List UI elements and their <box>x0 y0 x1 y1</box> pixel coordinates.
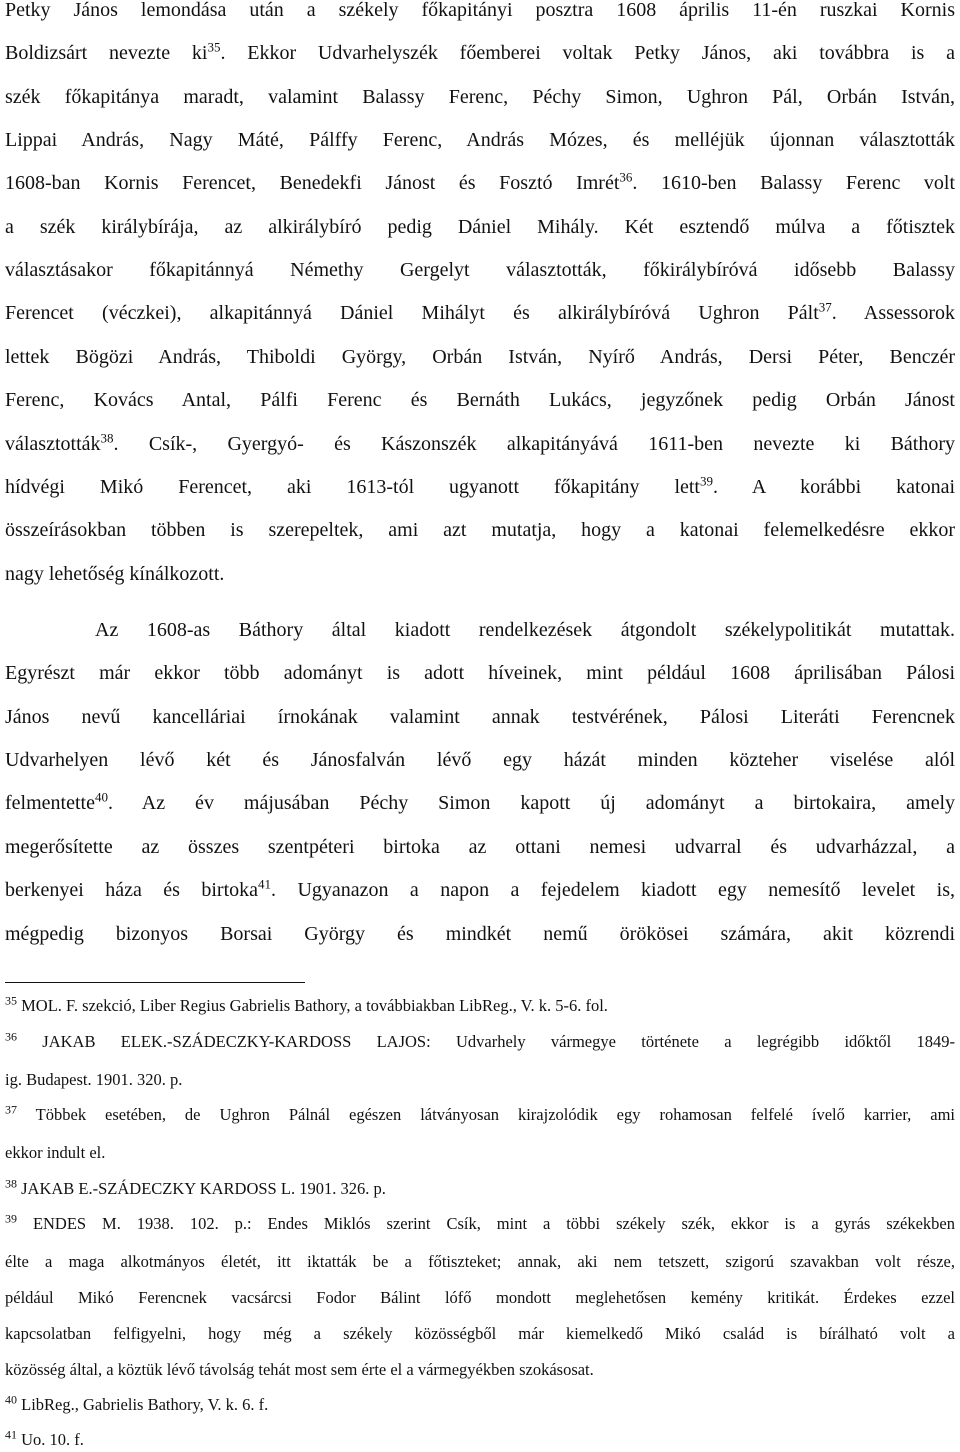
footnote-ref-36[interactable]: 36 <box>619 169 633 185</box>
body-line-18: Udvarhelyen lévő két és Jánosfalván lévő egy házát minden közteher viselése alól <box>5 749 955 771</box>
footnote-39: $^{39}$ ENDES M. 1938. 102. p.: Endes Miklós szerint Csík, mint a többi székely szék, ekkor is a gyrás székekben <box>5 1211 955 1233</box>
footnote-number: 41 <box>5 1427 17 1442</box>
footnote-number: 40 <box>5 1392 17 1407</box>
footnote-36-cont: ig. Budapest. 1901. 320. p. <box>5 1070 183 1089</box>
body-line-4: Lippai András, Nagy Máté, Pálffy Ferenc, András Mózes, és melléjük újonnan választották <box>5 129 955 151</box>
footnote-separator <box>5 982 305 983</box>
body-line-22: mégpedig bizonyos Borsai György és mindkét nemű örökösei számára, akit közrendi <box>5 923 955 945</box>
body-line-1: Petky János lemondása után a székely főkapitányi posztra 1608 április 11-én ruszkai Kornis <box>5 0 955 21</box>
body-line-16: Egyrészt már ekkor több adományt is adott híveinek, mint például 1608 áprilisában Pálosi <box>5 662 955 684</box>
body-line-12: hídvégi Mikó Ferencet, aki 1613-tól ugyanott főkapitány lett$^{39}$. A korábbi katonai <box>5 473 956 498</box>
footnote-number: 39 <box>5 1211 17 1226</box>
body-line-17: János nevű kancelláriai írnokának valamint annak testvérének, Pálosi Literáti Ferencnek <box>5 706 955 728</box>
body-line-10: Ferenc, Kovács Antal, Pálfi Ferenc és Bernáth Lukács, jegyzőnek pedig Orbán Jánost <box>5 389 955 411</box>
footnote-number: 37 <box>5 1102 17 1117</box>
body-line-2: Boldizsárt nevezte $ki^{35}$. Ekkor Udvarhelyszék főemberei voltak Petky János, aki továbbra is a <box>5 39 955 64</box>
footnote-number: 36 <box>5 1029 17 1044</box>
body-line-15: Az 1608-as Báthory által kiadott rendelkezések átgondolt székelypolitikát mutattak. <box>95 619 955 641</box>
body-line-8: Ferencet (véczkei), alkapitánnyá Dániel Mihályt és alkirálybíróvá Ughron Pált$^{37}$. Assessorok <box>5 299 955 324</box>
footnote-39-cont-4: közösség által, a köztük lévő távolság tehát most sem érte el a vármegyékben szokásosat. <box>5 1360 594 1379</box>
footnote-ref-41[interactable]: 41 <box>258 876 272 892</box>
footnote-37: $^{37}$ Többek esetében, de Ughron Pálnál egészen látványosan kirajzolódik egy rohamosan felfelé ívelő karrier, ami <box>5 1102 955 1124</box>
body-line-13: összeírásokban többen is szerepeltek, ami azt mutatja, hogy a katonai felemelkedésre ekkor <box>5 519 955 541</box>
footnote-40: $^{40}$ LibReg., Gabrielis Bathory, V. k. 6. f. <box>5 1392 269 1414</box>
body-line-14: nagy lehetőség kínálkozott. <box>5 563 225 585</box>
footnote-number: 38 <box>5 1176 17 1191</box>
body-line-21: berkenyei háza és birtoka$^{41}$. Ugyanazon a napon a fejedelem kiadott egy nemesítő levelet is, <box>5 876 955 901</box>
footnote-ref-35[interactable]: 35 <box>207 39 221 55</box>
footnote-37-cont: ekkor indult el. <box>5 1143 106 1162</box>
body-line-9: lettek Bögözi András, Thiboldi György, Orbán István, Nyírő András, Dersi Péter, Benczér <box>5 346 955 368</box>
footnote-36: $^{36}$ JAKAB ELEK.-SZÁDECZKY-KARDOSS LAJOS: Udvarhely vármegye története a legrégibb időktől 1849- <box>5 1029 955 1051</box>
body-line-5: 1608-ban Kornis Ferencet, Benedekfi Jánost és Fosztó Imrét$^{36}$. 1610-ben Balassy Ferenc volt <box>5 169 956 194</box>
footnote-39-cont-1: élte a maga alkotmányos életét, itt iktatták be a főtiszteket; annak, aki nem tetszett, szigorú szavakban volt része, <box>5 1252 955 1271</box>
body-line-11: választották$^{38}$. Csík-, Gyergyó- és Kászonszék alkapitányává 1611-ben nevezte ki Báthory <box>5 430 955 455</box>
footnote-number: 35 <box>5 993 17 1008</box>
body-line-3: szék főkapitánya maradt, valamint Balassy Ferenc, Péchy Simon, Ughron Pál, Orbán István, <box>5 86 955 108</box>
footnote-38: $^{38}$ JAKAB E.-SZÁDECZKY KARDOSS L. 1901. 326. p. <box>5 1176 386 1198</box>
footnote-ref-39[interactable]: 39 <box>700 473 713 489</box>
footnote-ref-37[interactable]: 37 <box>818 299 832 315</box>
footnote-39-cont-3: kapcsolatban felfigyelni, hogy még a székely közösségből már kiemelkedő Mikó család is bírálható volt a <box>5 1324 955 1343</box>
body-line-19: felmentette$^{40}$. Az év májusában Péchy Simon kapott új adományt a birtokaira, amely <box>5 789 955 814</box>
body-line-20: megerősítette az összes szentpéteri birtoka az ottani nemesi udvarral és udvarházzal, a <box>5 836 955 858</box>
footnote-ref-40[interactable]: 40 <box>94 789 108 805</box>
footnote-ref-38[interactable]: 38 <box>100 430 114 446</box>
footnote-41: $^{41}$ Uo. 10. f. <box>5 1427 84 1449</box>
footnote-39-cont-2: például Mikó Ferencnek vacsárcsi Fodor Bálint lófő mondott meglehetősen kemény kritikát. Érdekes ezzel <box>5 1288 955 1307</box>
footnote-35: $^{35}$ MOL. F. szekció, Liber Regius Gabrielis Bathory, a továbbiakban LibReg., V. k. 5-6. fol. <box>5 993 608 1015</box>
body-line-6: a szék királybírája, az alkirálybíró pedig Dániel Mihály. Két esztendő múlva a főtisztek <box>5 216 955 238</box>
body-line-7: választásakor főkapitánnyá Némethy Gergelyt választották, főkirálybíróvá idősebb Balassy <box>5 259 955 281</box>
